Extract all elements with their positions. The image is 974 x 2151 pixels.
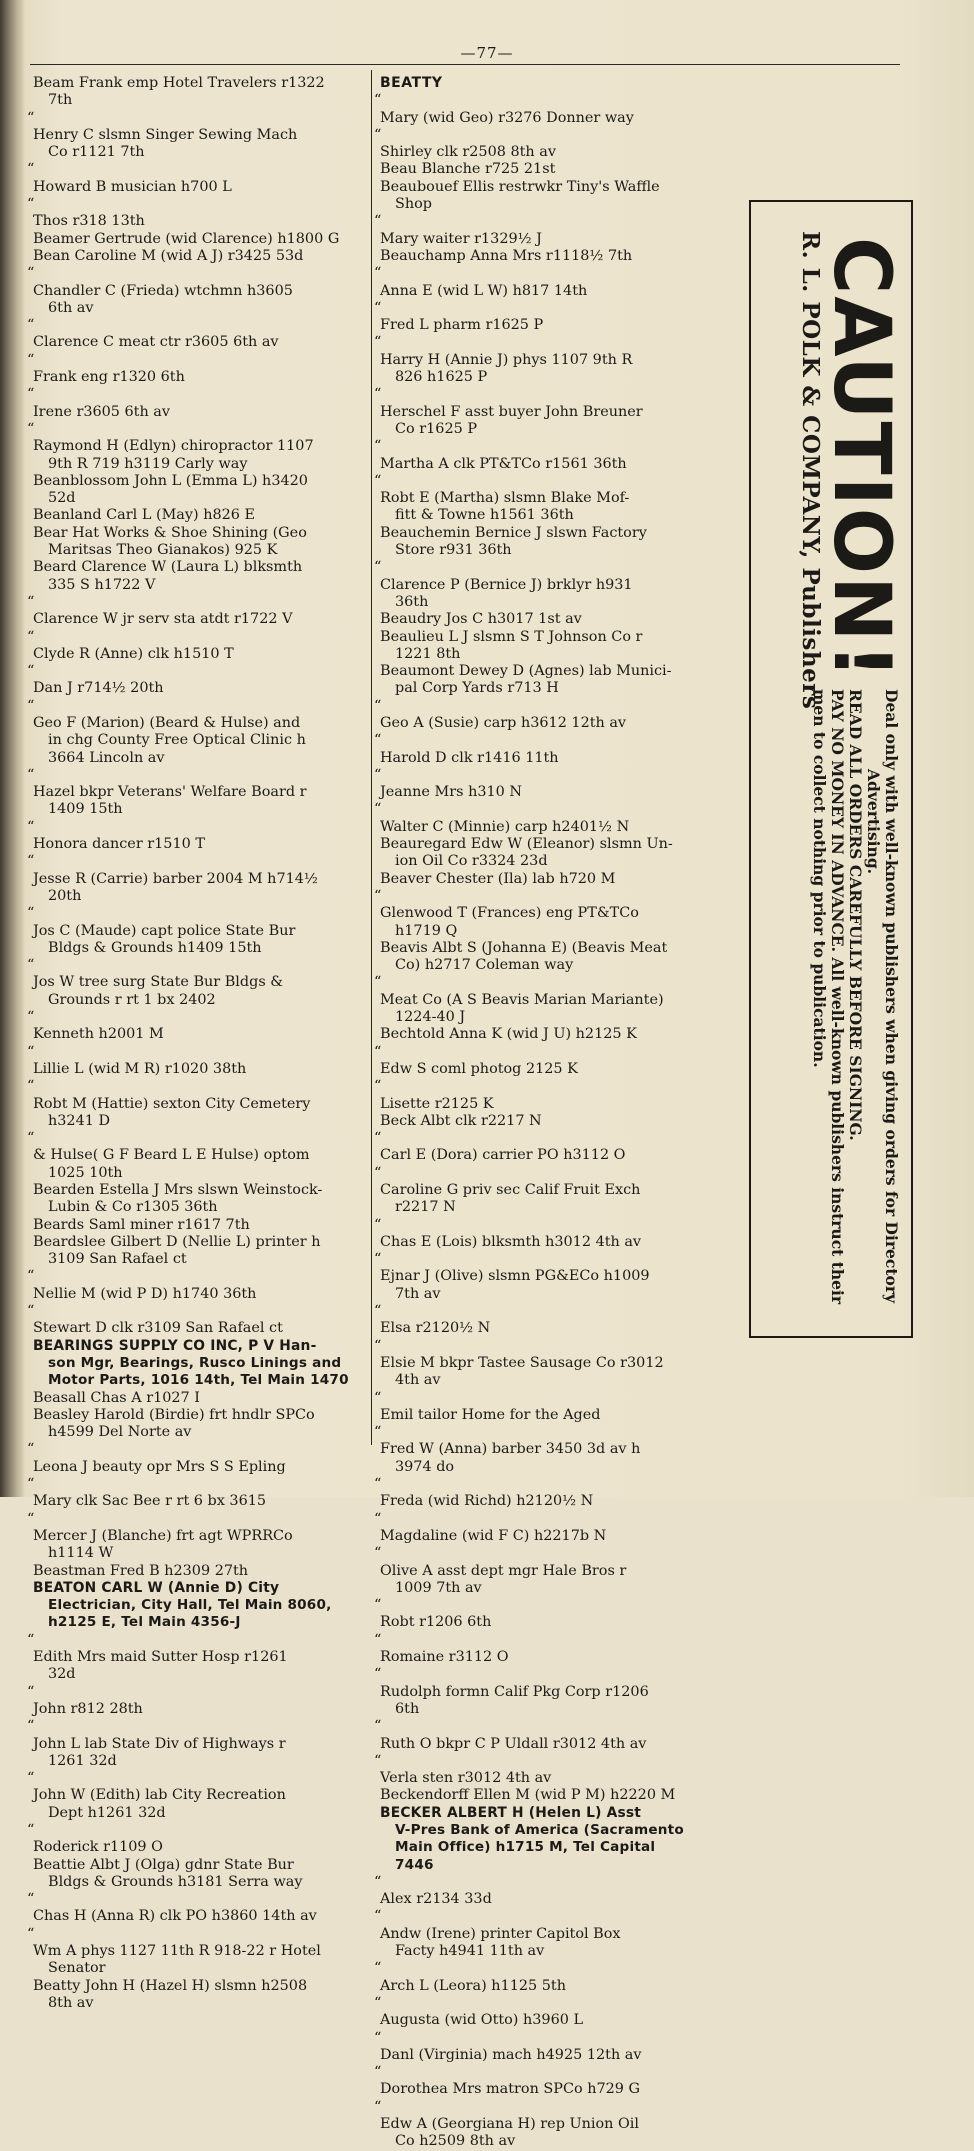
entry-continuation: Facty h4941 11th av bbox=[395, 1943, 545, 1960]
caution-title: CAUTION! bbox=[816, 237, 906, 681]
directory-entry bbox=[380, 213, 736, 248]
entry-continuation: Main Office) h1715 M, Tel Capital bbox=[395, 1839, 656, 1856]
caution-notice bbox=[810, 689, 900, 1319]
entry-line: “ Magdaline (wid F C) h2217b N bbox=[380, 1527, 607, 1544]
entry-continuation: 7th av bbox=[395, 1285, 441, 1302]
entry-line: “ Robt r1206 6th bbox=[380, 1614, 492, 1631]
entry-continuation: 36th bbox=[395, 593, 429, 610]
entry-line: “ Mary (wid Geo) r3276 Donner way bbox=[380, 109, 634, 126]
directory-entry bbox=[33, 629, 367, 664]
entry-line: Beanland Carl L (May) h826 E bbox=[33, 507, 256, 524]
directory-entry bbox=[380, 1545, 736, 1597]
directory-entry bbox=[380, 386, 736, 438]
entry-line: Beard Clarence W (Laura L) blksmth bbox=[33, 559, 303, 576]
directory-entry bbox=[33, 957, 367, 1009]
directory-entry bbox=[380, 1805, 736, 1874]
section-header bbox=[380, 75, 736, 92]
entry-continuation: Bldgs & Grounds h3181 Serra way bbox=[48, 1873, 303, 1890]
directory-entry bbox=[380, 1251, 736, 1303]
entry-continuation: r2217 N bbox=[395, 1199, 456, 1216]
entry-line: “ Elsie M bkpr Tastee Sausage Co r3012 bbox=[380, 1354, 664, 1371]
directory-entry bbox=[33, 1407, 367, 1442]
directory-entry bbox=[33, 352, 367, 387]
left-column bbox=[33, 75, 367, 2012]
entry-continuation: 6th av bbox=[48, 299, 94, 316]
directory-entry bbox=[33, 317, 367, 352]
entry-line: “ Ejnar J (Olive) slsmn PG&ECo h1009 bbox=[380, 1268, 650, 1285]
entry-line: “ Olive A asst dept mgr Hale Bros r bbox=[380, 1562, 627, 1579]
entry-line: “ Stewart D clk r3109 San Rafael ct bbox=[33, 1320, 283, 1337]
entry-continuation: fitt & Towne h1561 36th bbox=[395, 507, 574, 524]
directory-entry bbox=[33, 1857, 367, 1892]
middle-column bbox=[380, 75, 736, 2151]
directory-entry bbox=[33, 1822, 367, 1857]
directory-entry bbox=[33, 386, 367, 421]
entry-line: “ Wm A phys 1127 11th R 918-22 r Hotel bbox=[33, 1943, 321, 1960]
directory-entry bbox=[380, 1787, 736, 1804]
entry-continuation: 826 h1625 P bbox=[395, 369, 488, 386]
caution-notice-line: Advertising. bbox=[864, 769, 883, 875]
entry-continuation: 4th av bbox=[395, 1372, 441, 1389]
directory-entry bbox=[33, 698, 367, 767]
directory-entry bbox=[33, 248, 367, 265]
entry-line: “ Harry H (Annie J) phys 1107 9th R bbox=[380, 351, 633, 368]
entry-line: “ Andw (Irene) printer Capitol Box bbox=[380, 1925, 621, 1942]
entry-line: “ Roderick r1109 O bbox=[33, 1839, 163, 1856]
directory-entry bbox=[380, 611, 736, 628]
entry-line: “ Jos W tree surg State Bur Bldgs & bbox=[33, 974, 284, 991]
entry-continuation: Motor Parts, 1016 14th, Tel Main 1470 bbox=[48, 1372, 349, 1389]
entry-continuation: Store r931 36th bbox=[395, 542, 512, 559]
directory-entry bbox=[33, 1234, 367, 1269]
entry-line: “ Chas E (Lois) blksmth h3012 4th av bbox=[380, 1233, 642, 1250]
entry-line: “ Emil tailor Home for the Aged bbox=[380, 1406, 601, 1423]
directory-entry bbox=[380, 974, 736, 1026]
caution-notice-line: READ ALL ORDERS CAREFULLY BEFORE SIGNING. bbox=[846, 689, 865, 1141]
entry-line: “ Honora dancer r1510 T bbox=[33, 836, 205, 853]
directory-entry bbox=[33, 1476, 367, 1511]
directory-entry bbox=[380, 767, 736, 802]
entry-line: “ Clarence P (Bernice J) brklyr h931 bbox=[380, 576, 633, 593]
entry-line: “ Howard B musician h700 L bbox=[33, 178, 232, 195]
directory-entry bbox=[33, 1978, 367, 2013]
directory-entry bbox=[380, 698, 736, 733]
entry-continuation: 1009 7th av bbox=[395, 1579, 482, 1596]
directory-entry bbox=[380, 473, 736, 525]
entry-continuation: 9th R 719 h3119 Carly way bbox=[48, 455, 248, 472]
directory-entry bbox=[380, 732, 736, 767]
directory-entry bbox=[33, 1891, 367, 1926]
directory-entry bbox=[380, 663, 736, 698]
directory-entry bbox=[33, 1770, 367, 1822]
entry-line: Beards Saml miner r1617 7th bbox=[33, 1216, 250, 1233]
entry-continuation: 3109 San Rafael ct bbox=[48, 1251, 187, 1268]
entry-continuation: 6th bbox=[395, 1700, 420, 1717]
directory-entry bbox=[33, 663, 367, 698]
entry-line: Beam Frank emp Hotel Travelers r1322 bbox=[33, 75, 325, 91]
directory-entry bbox=[380, 127, 736, 162]
directory-entry bbox=[33, 1718, 367, 1770]
entry-continuation: Co) h2717 Coleman way bbox=[395, 957, 574, 974]
entry-continuation: son Mgr, Bearings, Rusco Linings and bbox=[48, 1354, 342, 1371]
entry-line: “ Dorothea Mrs matron SPCo h729 G bbox=[380, 2081, 641, 2098]
directory-entry bbox=[380, 438, 736, 473]
entry-line: BEATTY bbox=[380, 75, 443, 91]
directory-entry bbox=[380, 1130, 736, 1165]
directory-entry bbox=[380, 1908, 736, 1960]
entry-line: “ Raymond H (Edlyn) chiropractor 1107 bbox=[33, 438, 314, 455]
directory-entry bbox=[33, 1441, 367, 1476]
directory-entry bbox=[380, 1390, 736, 1425]
entry-continuation: Co r1121 7th bbox=[48, 144, 145, 161]
entry-line: BEATON CARL W (Annie D) City bbox=[33, 1579, 280, 1596]
entry-line: “ Jeanne Mrs h310 N bbox=[380, 784, 522, 801]
directory-entry bbox=[380, 300, 736, 335]
entry-line: “ Kenneth h2001 M bbox=[33, 1026, 164, 1043]
entry-continuation: in chg County Free Optical Clinic h bbox=[48, 732, 306, 749]
entry-line: Beatty John H (Hazel H) slsmn h2508 bbox=[33, 1977, 308, 1994]
entry-continuation: h1114 W bbox=[48, 1545, 114, 1562]
entry-continuation: 20th bbox=[48, 887, 82, 904]
entry-line: “ Glenwood T (Frances) eng PT&TCo bbox=[380, 905, 639, 922]
entry-continuation: 32d bbox=[48, 1666, 76, 1683]
entry-continuation: Electrician, City Hall, Tel Main 8060, bbox=[48, 1597, 332, 1614]
entry-line: “ Caroline G priv sec Calif Fruit Exch bbox=[380, 1182, 641, 1198]
column-divider bbox=[371, 70, 372, 1445]
directory-entry bbox=[33, 507, 367, 524]
directory-entry bbox=[33, 1182, 367, 1217]
directory-entry bbox=[380, 940, 736, 975]
entry-line: “ Ruth O bkpr C P Uldall r3012 4th av bbox=[380, 1735, 647, 1752]
entry-line: Beaulieu L J slsmn S T Johnson Co r bbox=[380, 628, 643, 645]
entry-line: “ Lisette r2125 K bbox=[380, 1095, 494, 1112]
entry-line: Bechtold Anna K (wid J U) h2125 K bbox=[380, 1026, 637, 1043]
entry-line: Beaubouef Ellis restrwkr Tiny's Waffle bbox=[380, 178, 660, 195]
directory-entry bbox=[33, 1632, 367, 1684]
caution-notice-line: Deal only with well-known publishers when giving orders for Directory bbox=[882, 689, 901, 1304]
entry-line: “ Mary clk Sac Bee r rt 6 bx 3615 bbox=[33, 1493, 267, 1510]
directory-entry bbox=[380, 2099, 736, 2151]
directory-entry bbox=[380, 161, 736, 178]
directory-entry bbox=[33, 819, 367, 854]
directory-entry bbox=[380, 871, 736, 888]
entry-line: “ Martha A clk PT&TCo r1561 36th bbox=[380, 455, 627, 472]
directory-entry bbox=[33, 231, 367, 248]
entry-line: Beau Blanche r725 21st bbox=[380, 161, 556, 178]
directory-entry bbox=[33, 196, 367, 231]
directory-entry bbox=[33, 1390, 367, 1407]
entry-line: “ Lillie L (wid M R) r1020 38th bbox=[33, 1060, 247, 1077]
entry-line: “ Verla sten r3012 4th av bbox=[380, 1770, 552, 1787]
entry-continuation: 335 S h1722 V bbox=[48, 576, 156, 593]
entry-continuation: 1409 15th bbox=[48, 801, 123, 818]
entry-continuation: Bldgs & Grounds h1409 15th bbox=[48, 939, 262, 956]
entry-continuation: 8th av bbox=[48, 1994, 94, 2011]
entry-line: Beavis Albt S (Johanna E) (Beavis Meat bbox=[380, 939, 668, 956]
directory-entry bbox=[33, 1217, 367, 1234]
entry-continuation: pal Corp Yards r713 H bbox=[395, 680, 559, 697]
entry-line: “ Dan J r714½ 20th bbox=[33, 680, 164, 697]
directory-entry bbox=[33, 559, 367, 594]
directory-entry bbox=[380, 1511, 736, 1546]
directory-entry bbox=[380, 559, 736, 611]
directory-entry bbox=[33, 1044, 367, 1079]
entry-line: “ Fred L pharm r1625 P bbox=[380, 317, 544, 334]
entry-continuation: Co h2509 8th av bbox=[395, 2133, 516, 2150]
entry-continuation: Shop bbox=[395, 196, 433, 213]
entry-line: Beauregard Edw W (Eleanor) slsmn Un- bbox=[380, 836, 673, 853]
entry-line: “ Thos r318 13th bbox=[33, 213, 145, 230]
directory-entry bbox=[380, 1874, 736, 1909]
directory-entry bbox=[380, 1476, 736, 1511]
entry-continuation: h1719 Q bbox=[395, 922, 458, 939]
directory-entry bbox=[33, 1130, 367, 1182]
directory-entry bbox=[380, 836, 736, 871]
entry-continuation: 7th bbox=[48, 92, 73, 109]
directory-entry bbox=[33, 110, 367, 162]
header-rule bbox=[30, 64, 900, 65]
entry-continuation: 3974 do bbox=[395, 1458, 455, 1475]
directory-entry bbox=[380, 2064, 736, 2099]
entry-line: “ Mary waiter r1329½ J bbox=[380, 230, 542, 247]
entry-line: “ Nellie M (wid P D) h1740 36th bbox=[33, 1285, 257, 1302]
directory-entry bbox=[380, 1995, 736, 2030]
directory-entry bbox=[33, 1303, 367, 1338]
caution-advertisement bbox=[749, 200, 913, 1338]
directory-entry bbox=[33, 1338, 367, 1390]
directory-entry bbox=[380, 1044, 736, 1079]
entry-line: “ Elsa r2120½ N bbox=[380, 1320, 491, 1337]
directory-entry bbox=[33, 1078, 367, 1130]
entry-line: “ Fred W (Anna) barber 3450 3d av h bbox=[380, 1441, 641, 1458]
entry-continuation: h2125 E, Tel Main 4356-J bbox=[48, 1614, 241, 1631]
directory-entry bbox=[33, 1684, 367, 1719]
entry-line: “ John W (Edith) lab City Recreation bbox=[33, 1787, 286, 1804]
directory-entry bbox=[33, 421, 367, 473]
directory-entry bbox=[380, 888, 736, 940]
entry-line: Beaver Chester (Ila) lab h720 M bbox=[380, 870, 616, 887]
entry-continuation: Dept h1261 32d bbox=[48, 1804, 166, 1821]
entry-line: “ Jesse R (Carrie) barber 2004 M h714½ bbox=[33, 870, 318, 887]
directory-entry bbox=[380, 1113, 736, 1130]
entry-line: “ Meat Co (A S Beavis Marian Mariante) bbox=[380, 991, 664, 1008]
entry-line: Beaudry Jos C h3017 1st av bbox=[380, 611, 582, 628]
caution-notice-line: men to collect nothing prior to publication. bbox=[810, 689, 829, 1068]
caution-publisher: R. L. POLK & COMPANY, Publishers bbox=[797, 231, 824, 710]
directory-entry bbox=[380, 179, 736, 214]
entry-line: “ John r812 28th bbox=[33, 1700, 143, 1717]
directory-entry bbox=[380, 334, 736, 386]
entry-line: Bearden Estella J Mrs slswn Weinstock- bbox=[33, 1182, 323, 1198]
entry-line: “ Alex r2134 33d bbox=[380, 1891, 492, 1908]
entry-line: “ Edith Mrs maid Sutter Hosp r1261 bbox=[33, 1649, 288, 1666]
entry-line: Beamer Gertrude (wid Clarence) h1800 G bbox=[33, 230, 340, 247]
entry-continuation: V-Pres Bank of America (Sacramento bbox=[395, 1821, 684, 1838]
directory-entry bbox=[33, 905, 367, 957]
directory-entry bbox=[33, 473, 367, 508]
entry-line: Beasall Chas A r1027 I bbox=[33, 1389, 200, 1406]
entry-continuation: h4599 Del Norte av bbox=[48, 1424, 192, 1441]
entry-line: Beauchamp Anna Mrs r1118½ 7th bbox=[380, 247, 633, 264]
directory-entry bbox=[33, 853, 367, 905]
entry-line: “ Shirley clk r2508 8th av bbox=[380, 144, 556, 161]
entry-line: Beardslee Gilbert D (Nellie L) printer h bbox=[33, 1233, 321, 1250]
entry-line: “ Robt E (Martha) slsmn Blake Mof- bbox=[380, 490, 630, 507]
directory-entry bbox=[33, 1009, 367, 1044]
entry-line: BECKER ALBERT H (Helen L) Asst bbox=[380, 1804, 642, 1821]
entry-continuation: h3241 D bbox=[48, 1112, 111, 1129]
entry-continuation: Co r1625 P bbox=[395, 420, 478, 437]
entry-continuation: 1025 10th bbox=[48, 1164, 123, 1181]
entry-line: “ Mercer J (Blanche) frt agt WPRRCo bbox=[33, 1527, 293, 1544]
entry-line: “ Walter C (Minnie) carp h2401½ N bbox=[380, 818, 630, 835]
directory-entry bbox=[380, 1165, 736, 1217]
entry-line: “ Danl (Virginia) mach h4925 12th av bbox=[380, 2046, 642, 2063]
directory-entry bbox=[380, 1666, 736, 1718]
entry-line: “ Arch L (Leora) h1125 5th bbox=[380, 1977, 566, 1994]
entry-line: “ Frank eng r1320 6th bbox=[33, 369, 185, 386]
entry-continuation: 7446 bbox=[395, 1856, 434, 1873]
entry-line: “ Edw S coml photog 2125 K bbox=[380, 1060, 578, 1077]
entry-line: “ & Hulse( G F Beard L E Hulse) optom bbox=[33, 1147, 310, 1164]
entry-line: Bean Caroline M (wid A J) r3425 53d bbox=[33, 247, 304, 264]
directory-entry bbox=[380, 1078, 736, 1113]
entry-continuation: 1261 32d bbox=[48, 1752, 117, 1769]
entry-line: “ Freda (wid Richd) h2120½ N bbox=[380, 1493, 594, 1510]
directory-entry bbox=[33, 1268, 367, 1303]
entry-line: “ Robt M (Hattie) sexton City Cemetery bbox=[33, 1095, 311, 1112]
directory-entry bbox=[33, 1926, 367, 1978]
directory-entry bbox=[380, 1026, 736, 1043]
entry-line: “ Romaine r3112 O bbox=[380, 1649, 509, 1666]
directory-entry bbox=[380, 92, 736, 127]
entry-line: “ Clarence W jr serv sta atdt r1722 V bbox=[33, 611, 293, 628]
directory-entry bbox=[33, 767, 367, 819]
entry-line: “ Leona J beauty opr Mrs S S Epling bbox=[33, 1458, 286, 1475]
entry-continuation: 3664 Lincoln av bbox=[48, 749, 165, 766]
entry-line: “ Chandler C (Frieda) wtchmn h3605 bbox=[33, 282, 293, 299]
page-number: —77— bbox=[460, 44, 514, 62]
entry-line: Beckendorff Ellen M (wid P M) h2220 M bbox=[380, 1787, 676, 1804]
directory-entry bbox=[380, 1597, 736, 1632]
entry-line: “ Augusta (wid Otto) h3960 L bbox=[380, 2012, 584, 2029]
directory-entry bbox=[380, 1338, 736, 1390]
entry-line: “ Edw A (Georgiana H) rep Union Oil bbox=[380, 2116, 639, 2133]
entry-line: Beastman Fred B h2309 27th bbox=[33, 1562, 249, 1579]
entry-line: “ Clarence C meat ctr r3605 6th av bbox=[33, 334, 279, 351]
page-binding-shadow bbox=[0, 0, 24, 1497]
directory-entry bbox=[380, 265, 736, 300]
entry-line: “ Clyde R (Anne) clk h1510 T bbox=[33, 645, 234, 662]
directory-entry bbox=[380, 1718, 736, 1753]
entry-line: “ Hazel bkpr Veterans' Welfare Board r bbox=[33, 784, 307, 801]
directory-entry bbox=[380, 1303, 736, 1338]
directory-entry bbox=[33, 1580, 367, 1632]
directory-entry bbox=[380, 248, 736, 265]
entry-line: Bear Hat Works & Shoe Shining (Geo bbox=[33, 524, 307, 541]
directory-entry bbox=[380, 1217, 736, 1252]
entry-continuation: Maritsas Theo Gianakos) 925 K bbox=[48, 542, 278, 559]
entry-continuation: 1224-40 J bbox=[395, 1009, 466, 1026]
entry-continuation: ion Oil Co r3324 23d bbox=[395, 853, 548, 870]
directory-entry bbox=[380, 1753, 736, 1788]
entry-line: BEARINGS SUPPLY CO INC, P V Han- bbox=[33, 1337, 317, 1354]
entry-line: “ Harold D clk r1416 11th bbox=[380, 749, 559, 766]
entry-line: “ Irene r3605 6th av bbox=[33, 403, 171, 420]
directory-entry bbox=[380, 1424, 736, 1476]
entry-line: “ Chas H (Anna R) clk PO h3860 14th av bbox=[33, 1908, 317, 1925]
directory-entry bbox=[33, 161, 367, 196]
caution-rotated-content bbox=[756, 219, 906, 1319]
entry-line: Beck Albt clk r2217 N bbox=[380, 1112, 542, 1129]
entry-line: “ Jos C (Maude) capt police State Bur bbox=[33, 922, 296, 939]
directory-entry bbox=[33, 1563, 367, 1580]
entry-line: Beanblossom John L (Emma L) h3420 bbox=[33, 472, 308, 489]
entry-line: “ John L lab State Div of Highways r bbox=[33, 1735, 286, 1752]
directory-entry bbox=[380, 1632, 736, 1667]
entry-continuation: Senator bbox=[48, 1960, 106, 1977]
directory-entry bbox=[33, 1511, 367, 1563]
entry-line: Beaumont Dewey D (Agnes) lab Munici- bbox=[380, 663, 672, 680]
entry-line: “ Herschel F asst buyer John Breuner bbox=[380, 403, 643, 420]
entry-line: “ Geo F (Marion) (Beard & Hulse) and bbox=[33, 714, 301, 731]
directory-entry bbox=[33, 75, 367, 110]
directory-entry bbox=[380, 2030, 736, 2065]
entry-line: Beattie Albt J (Olga) gdnr State Bur bbox=[33, 1856, 294, 1873]
entry-line: “ Rudolph formn Calif Pkg Corp r1206 bbox=[380, 1683, 649, 1700]
directory-entry bbox=[33, 594, 367, 629]
entry-line: “ Henry C slsmn Singer Sewing Mach bbox=[33, 126, 298, 143]
entry-continuation: Grounds r rt 1 bx 2402 bbox=[48, 991, 216, 1008]
entry-line: “ Anna E (wid L W) h817 14th bbox=[380, 282, 588, 299]
entry-line: “ Carl E (Dora) carrier PO h3112 O bbox=[380, 1147, 626, 1164]
entry-continuation: Lubin & Co r1305 36th bbox=[48, 1199, 218, 1216]
entry-continuation: 52d bbox=[48, 490, 76, 507]
directory-entry bbox=[33, 525, 367, 560]
entry-line: “ Geo A (Susie) carp h3612 12th av bbox=[380, 714, 627, 731]
directory-entry bbox=[380, 1960, 736, 1995]
directory-entry bbox=[380, 801, 736, 836]
entry-line: Beauchemin Bernice J slswn Factory bbox=[380, 524, 647, 541]
directory-entry bbox=[380, 525, 736, 560]
directory-entry bbox=[380, 629, 736, 664]
entry-continuation: 1221 8th bbox=[395, 645, 461, 662]
caution-notice-line: PAY NO MONEY IN ADVANCE. All well-known publishers instruct their bbox=[828, 689, 847, 1305]
directory-entry bbox=[33, 265, 367, 317]
entry-line: Beasley Harold (Birdie) frt hndlr SPCo bbox=[33, 1406, 315, 1423]
